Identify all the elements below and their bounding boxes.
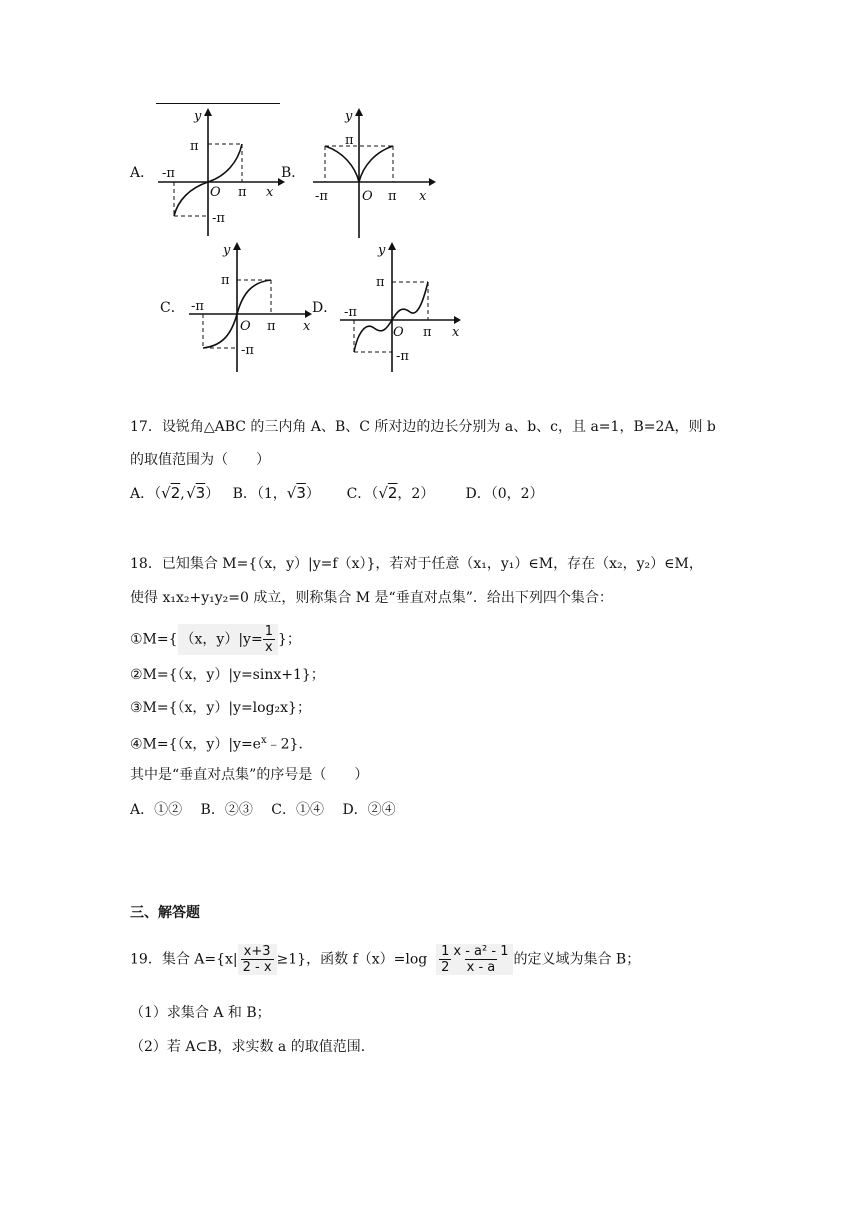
q17-line1: 17．设锐角△ABC 的三内角 A、B、C 所对边的边长分别为 a、b、c，且 a=1，B=2A，则 b [130,419,716,435]
graph-d-pi-label: π [376,275,385,290]
q19-part2: （2）若 A⊂B，求实数 a 的取值范围． [130,1039,375,1055]
q18-item4: ④M={（x，$y)|y=e^x﹣2$}． [130,735,313,753]
option-a-letter: A． [130,165,155,181]
graph-b-x-label: x [419,189,427,204]
option-b-letter: B． [281,165,306,181]
q17-option-a: A．（√2, √3） [130,484,220,502]
graph-a-pi-label: π [190,139,199,154]
graph-a-x-label: x [266,185,274,200]
graph-d [336,240,471,375]
graph-b-y-label: y [345,109,353,124]
graph-b-origin-label: O [362,189,373,204]
graph-d-origin-label: O [393,325,404,340]
section-heading: 三、解答题 [130,905,200,921]
q18-line2: 使得 x₁x₂+y₁y₂=0 成立，则称集合 M 是“垂直对点集”．给出下列四个集合： [130,590,613,606]
graph-a-y-label: y [194,109,202,124]
graph-d-neg-pi-label: -π [344,305,357,320]
q17-options [130,484,544,503]
q17-option-c: C．（√2，2） [346,484,435,502]
q17-option-b: B．（1，√3） [232,484,320,502]
graph-c-x-label: x [303,319,311,334]
graph-c-neg-pi-y-label: -π [241,343,254,358]
graph-c-origin-label: O [240,319,251,334]
q18-line1: 18．已知集合 M={（x，y）|y=f（x）}，若对于任意（x₁，y₁）∈M，存在（x₂，y₂）∈M， [130,556,703,572]
q18-options: A．①② B．②③ C．①④ D．②④ [130,802,396,818]
option-c-letter: C． [160,300,185,316]
graph-d-x-label: x [452,325,460,340]
graph-c-pi-x-label: π [267,319,276,334]
graph-b-pi-label: π [345,133,354,148]
q18-item2: ②M={（x，y）|y=sinx+1}； [130,667,325,683]
graph-a-pi-x-label: π [238,185,247,200]
graph-a [150,104,285,239]
graph-b-pi-x-label: π [388,189,397,204]
graph-a-neg-pi-label: -π [162,166,175,181]
q19-part1: （1）求集合 A 和 B； [130,1005,271,1021]
graph-c-pi-label: π [221,273,230,288]
log-base: $\frac{1}{2}$ [441,944,450,975]
option-d-letter: D． [312,300,338,316]
q18-item1: ①M={ （x，y）|y= $\frac{1}{x}$ }； [130,624,301,655]
graph-d-pi-x-label: π [423,325,432,340]
q19-statement: 19．集合 A={x| $\frac{x+3}{2 - x}$ ≥1}，函数 f（x）=log $\frac{1}{2}$ $\frac{\text{x - a² - 1}}{x - a}$ 的定义域为集合 B； [130,944,641,975]
graph-a-origin-label: O [210,185,221,200]
graph-b-neg-pi-label: -π [315,189,328,204]
graph-d-y-label: y [378,243,386,258]
q17-line2: 的取值范围为（ ） [130,452,270,468]
q17-option-d: D．（0，2） [465,486,544,502]
graph-c-neg-pi-label: -π [191,299,204,314]
q18-question: 其中是“垂直对点集”的序号是（ ） [130,767,369,783]
graph-c-y-label: y [223,243,231,258]
graph-d-neg-pi-y-label: -π [396,349,409,364]
graph-a-neg-pi-y-label: -π [212,211,225,226]
graph-c [185,240,320,375]
graph-b [305,104,440,239]
q18-item3: ③M={（x，y）|y=log₂x}； [130,700,311,716]
